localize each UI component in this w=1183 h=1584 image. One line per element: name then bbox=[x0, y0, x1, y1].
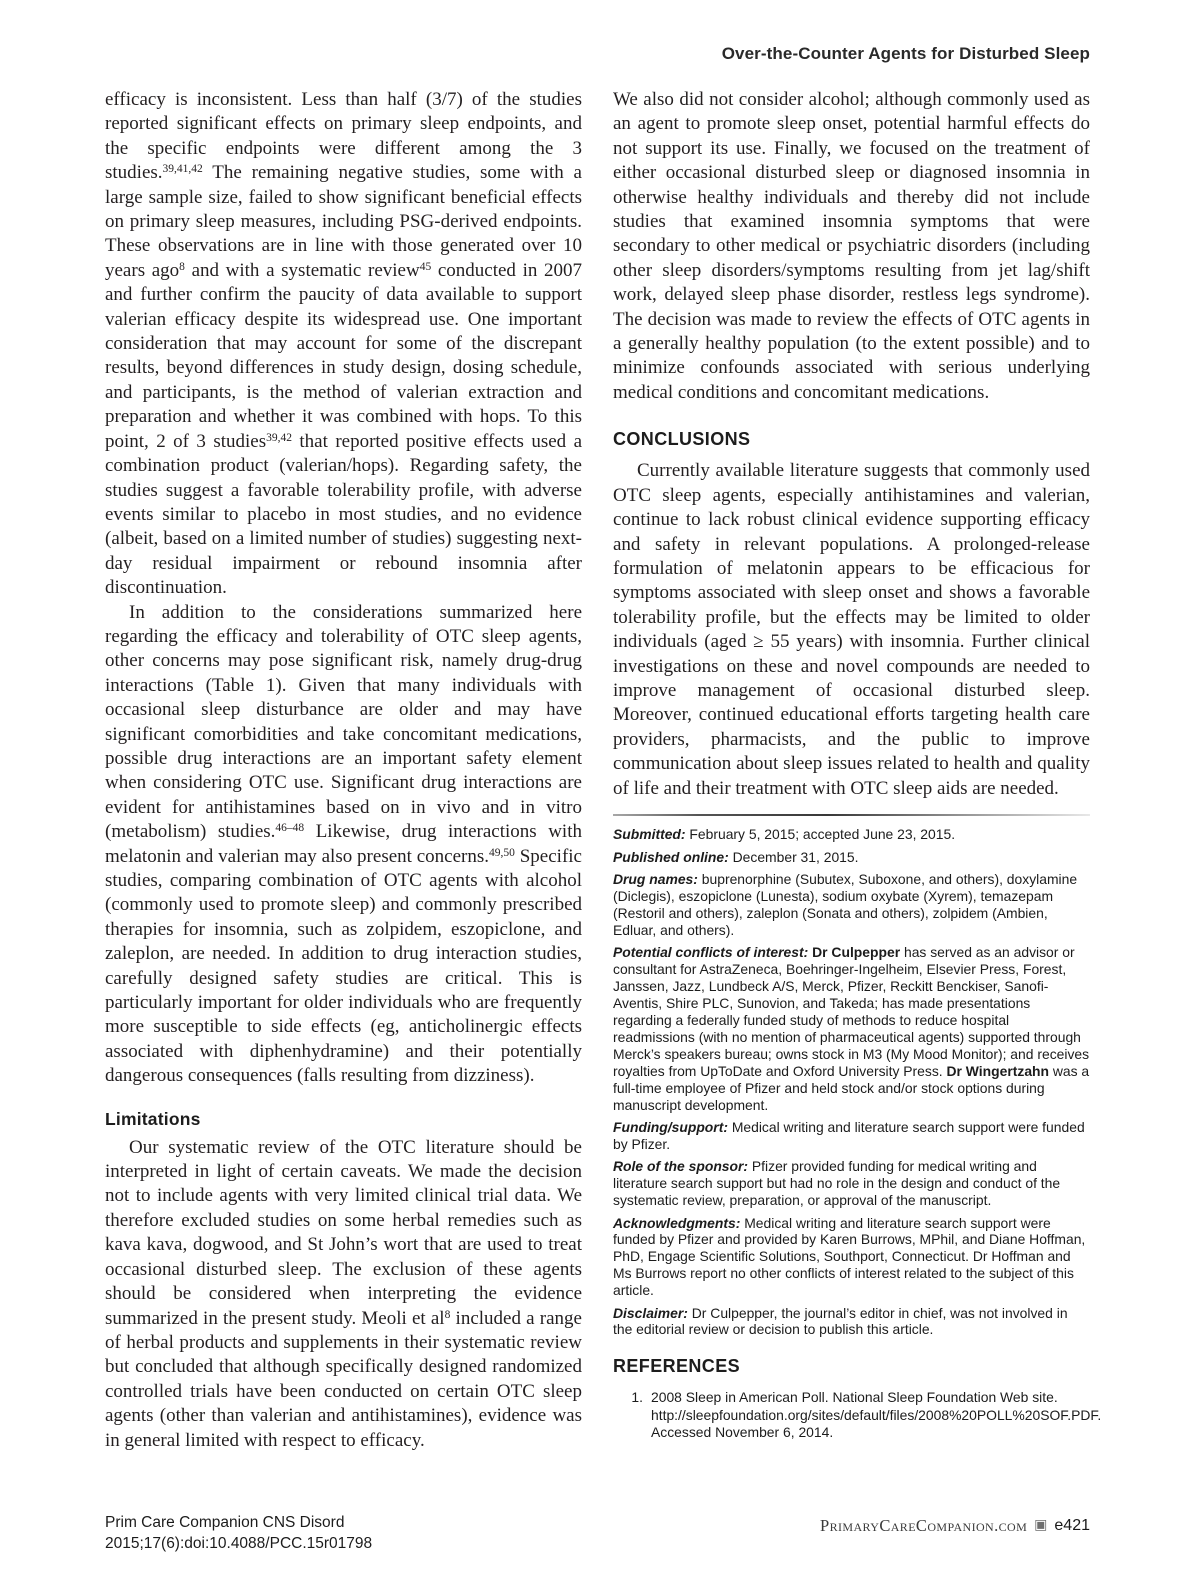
metadata-entry-submitted bbox=[613, 826, 1090, 843]
journal-logo-icon: ▣ bbox=[1034, 1518, 1048, 1533]
metadata-entry-published bbox=[613, 849, 1090, 866]
section-divider bbox=[613, 814, 1090, 817]
left-column bbox=[105, 88, 582, 1453]
metadata-label: Role of the sponsor: bbox=[613, 1158, 749, 1175]
metadata-label: Potential conflicts of interest: bbox=[613, 944, 809, 961]
reference-text: 2008 Sleep in American Poll. National Sleep Foundation Web site. http://sleepfoundation.org/sites/default/files/2008%20POLL%20SOF.PDF. Accessed November 6, 2014. bbox=[651, 1389, 1102, 1440]
metadata-entry-conflicts bbox=[613, 944, 1090, 1113]
paragraph: Our systematic review of the OTC literature should be interpreted in light of certain caveats. We made the decision not to include agents with very limited clinical trial data. We therefore excluded studies on some herbal remedies such as kava kava, dogwood, and St John’s wort that are used to treat occasional disturbed sleep. The exclusion of these agents should be considered when interpreting the evidence summarized in the present study. Meoli et $al^8$ included a range of herbal products and supplements in their systematic review but concluded that although specifically designed randomized controlled trials have been conducted on certain OTC sleep agents (other than valerian and antihistamines), evidence was in general limited with respect to efficacy. bbox=[105, 1136, 582, 1451]
metadata-text: Dr Culpepper, the journal’s editor in chief, was not involved in the editorial review or decision to publish this article. bbox=[613, 1304, 1068, 1338]
metadata-label: Published online: bbox=[613, 848, 729, 865]
metadata-entry-drug-names bbox=[613, 871, 1090, 939]
metadata-text: December 31, 2015. bbox=[732, 848, 859, 865]
paragraph: In addition to the considerations summarized here regarding the efficacy and tolerability of OTC sleep agents, other concerns may pose significant risk, namely drug-drug interactions (Table 1). Given that many individuals with occasional sleep disturbance are older and may have significant comorbidities and take concomitant medications, possible drug interactions are an important safety element when considering OTC use. Significant drug interactions are evident for antihistamines based on in vivo and in vitro (metabolism) studies.$^{46-48}$ Likewise, drug interactions with melatonin and valerian may also present concerns.$^{49,50}$ Specific studies, comparing combination of OTC agents with alcohol (commonly used to promote sleep) and commonly prescribed therapies for insomnia, such as zolpidem, eszopiclone, and zaleplon, are needed. In addition to drug interaction studies, carefully designed safety studies are critical. This is particularly important for older individuals who are frequently more susceptible to side effects (eg, anticholinergic effects associated with diphenhydramine) and their potentially dangerous consequences (falls resulting from dizziness). bbox=[105, 601, 582, 1087]
metadata-entry-funding bbox=[613, 1119, 1090, 1153]
metadata-text: Pfizer provided funding for medical writing and literature search support but had no role in the design and conduct of the systematic review, preparation, or approval of the manuscript. bbox=[613, 1158, 1061, 1209]
metadata-entry-acknowledgments bbox=[613, 1215, 1090, 1300]
reference-item bbox=[613, 1389, 1102, 1441]
footer-journal-citation bbox=[105, 1513, 372, 1554]
references-heading: REFERENCES bbox=[613, 1356, 741, 1377]
two-column-body bbox=[105, 88, 1102, 1453]
running-title: Over-the-Counter Agents for Disturbed Sleep bbox=[721, 44, 1090, 63]
metadata-text: buprenorphine (Subutex, Suboxone, and others), doxylamine (Diclegis), eszopiclone (Lunesta), sodium oxybate (Xyrem), temazepam (Restoril and others), zaleplon (Sonata and others), zolpidem (Ambien, Edluar, and others). bbox=[613, 871, 1078, 938]
metadata-text: Dr Culpepper has served as an advisor or consultant for AstraZeneca, Boehringer-Ingelheim, Elsevier Press, Forest, Janssen, Jazz, Lundbeck A/S, Merck, Pfizer, Reckitt Benckiser, Sanofi-Aventis, Shire PLC, Sunovion, and Takeda; has made presentations regarding a federally funded study of methods to reduce hospital readmissions (with no mention of pharmaceutical agents) supported through Merck’s speakers bureau; owns stock in M3 (My Mood Monitor); and receives royalties from UpToDate and Oxford University Press. Dr Wingertzahn was a full-time employee of Pfizer and held stock and/or stock options during manuscript development. bbox=[613, 944, 1090, 1113]
footer-page-number: e421 bbox=[1054, 1517, 1090, 1534]
paragraph: Currently available literature suggests that commonly used OTC sleep agents, especially antihistamines and valerian, continue to lack robust clinical evidence supporting efficacy and safety in relevant populations. A prolonged-release formulation of melatonin appears to be efficacious for symptoms associated with sleep onset and shows a favorable tolerability profile, but the effects may be limited to older individuals (aged ≥ 55 years) with insomnia. Further clinical investigations on these and novel compounds are needed to improve management of occasional disturbed sleep. Moreover, continued educational efforts targeting health care providers, pharmacists, and the public to improve communication about sleep issues related to health and quality of life and their treatment with OTC sleep aids are needed. bbox=[613, 460, 1090, 799]
footer-journal-name: Prim Care Companion CNS Disord bbox=[105, 1514, 345, 1531]
metadata-label: Funding/support: bbox=[613, 1118, 728, 1135]
footer-site-block bbox=[820, 1516, 1090, 1536]
metadata-label: Acknowledgments: bbox=[613, 1214, 741, 1231]
metadata-label: Disclaimer: bbox=[613, 1304, 688, 1321]
metadata-entry-sponsor bbox=[613, 1158, 1090, 1209]
metadata-label: Drug names: bbox=[613, 871, 698, 888]
limitations-heading: Limitations bbox=[105, 1108, 201, 1129]
reference-number: 1. bbox=[631, 1389, 643, 1406]
paragraph: We also did not consider alcohol; although commonly used as an agent to promote sleep onset, potential harmful effects do not support its use. Finally, we focused on the treatment of either occasional disturbed sleep or diagnosed insomnia in otherwise healthy individuals and thereby did not include studies that examined insomnia symptoms that were secondary to other medical or psychiatric disorders (including other sleep disorders/symptoms resulting from jet lag/shift work, delayed sleep phase disorder, restless legs syndrome). The decision was made to review the effects of OTC agents in a generally healthy population (to the extent possible) and to minimize confounds associated with serious underlying medical conditions and concomitant medications. bbox=[613, 89, 1090, 403]
metadata-text: Medical writing and literature search support were funded by Pfizer. bbox=[613, 1118, 1085, 1152]
metadata-entry-disclaimer bbox=[613, 1305, 1090, 1339]
right-column bbox=[613, 88, 1102, 1453]
metadata-text: Medical writing and literature search support were funded by Pfizer and provided by Karen Burrows, MPhil, and Diane Hoffman, PhD, Engage Scientific Solutions, Southport, Connecticut. Dr Hoffman and Ms Burrows report no other conflicts of interest related to the subject of this article. bbox=[613, 1214, 1086, 1299]
footer-site-name: PrimaryCareCompanion.com bbox=[820, 1516, 1028, 1535]
footer-journal-doi: 2015;17(6):doi:10.4088/PCC.15r01798 bbox=[105, 1534, 373, 1552]
metadata-label: Submitted: bbox=[613, 826, 686, 843]
paragraph: efficacy is inconsistent. Less than half (3/7) of the studies reported significant effects on primary sleep endpoints, and the specific endpoints were different among the 3 studies.$^{39,41,42}$ The remaining negative studies, some with a large sample size, failed to show significant beneficial effects on primary sleep measures, including PSG-derived endpoints. These observations are in line with those generated over 10 years ago$^8$ and with a systematic review$^{45}$ conducted in 2007 and further confirm the paucity of data available to support valerian efficacy despite its widespread use. One important consideration that may account for some of the discrepant results, beyond differences in study design, dosing schedule, and participants, is the method of valerian extraction and preparation and whether it was combined with hops. To this point, 2 of 3 studies$^{39,42}$ that reported positive effects used a combination product (valerian/hops). Regarding safety, the studies suggest a favorable tolerability profile, with adverse events similar to placebo in most studies, and no evidence (albeit, based on a limited number of studies) suggesting next-day residual impairment or rebound insomnia after discontinuation. bbox=[105, 89, 583, 599]
conclusions-heading: CONCLUSIONS bbox=[613, 429, 751, 450]
metadata-text: February 5, 2015; accepted June 23, 2015. bbox=[689, 826, 956, 843]
